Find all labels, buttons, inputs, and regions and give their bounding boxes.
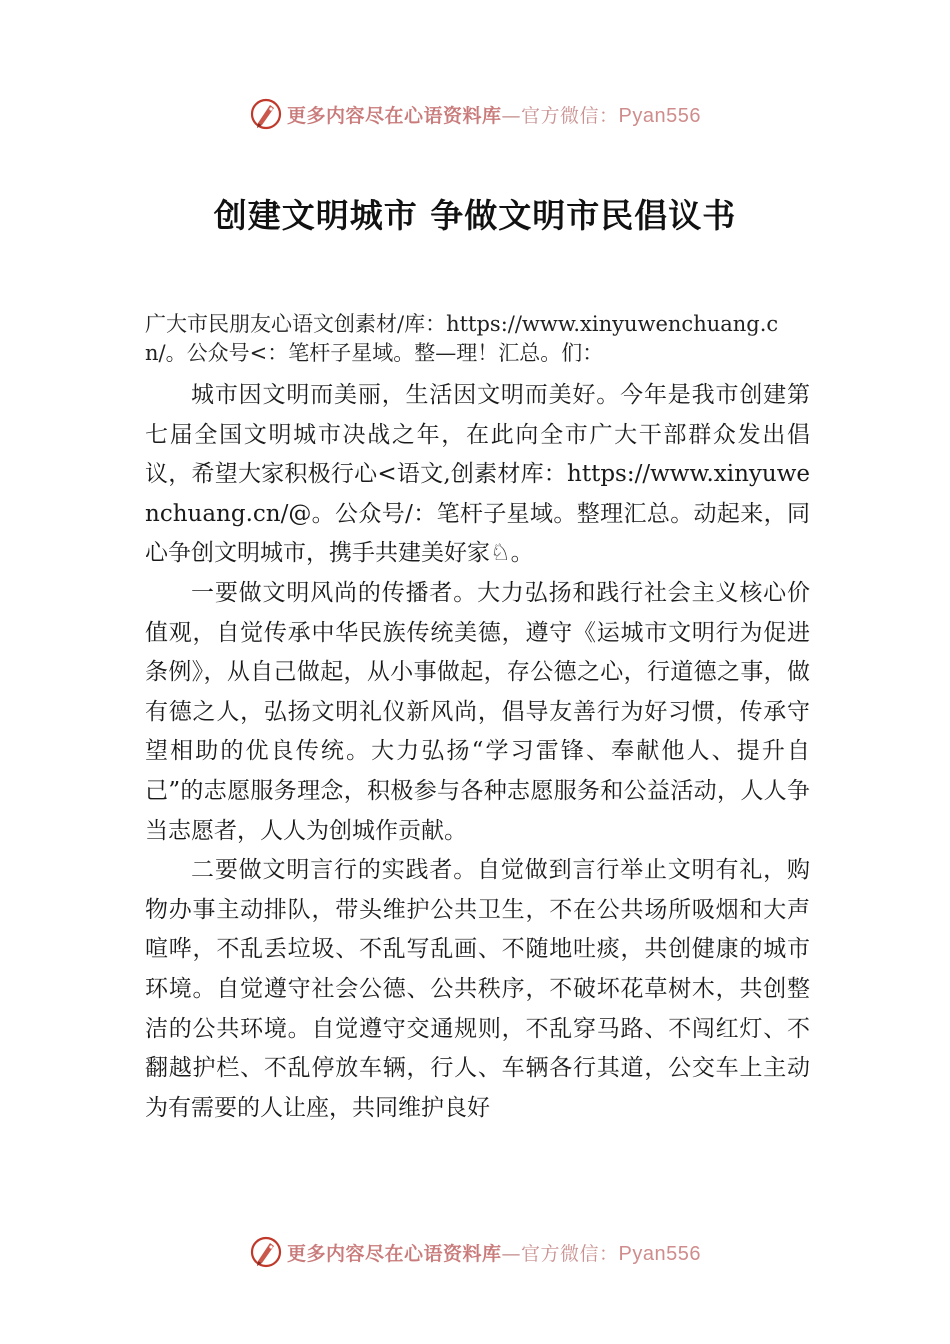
paragraph: 城市因文明而美丽，生活因文明而美好。今年是我市创建第七届全国文明城市决战之年，在此向全市广大干部群众发出倡议，希望大家积极行心<语文,创素材库：https://www.xinyuwenchuang.cn/@。公众号/：笔杆子星域。整理汇总。动起来，同心争创文明城市，携手共建美好家♘。 bbox=[145, 382, 810, 567]
paragraph: 二要做文明言行的实践者。自觉做到言行举止文明有礼，购物办事主动排队，带头维护公共卫生，不在公共场所吸烟和大声喧哗，不乱丢垃圾、不乱写乱画、不随地吐痰，共创健康的城市环境。自觉遵守社会公德、公共秩序，不破坏花草树木，共创整洁的公共环境。自觉遵守交通规则，不乱穿马路、不闯红灯、不翻越护栏、不乱停放车辆，行人、车辆各行其道，公交车上主动为有需要的人让座，共同维护良好 bbox=[145, 857, 810, 1121]
header-watermark bbox=[0, 92, 950, 136]
watermark-text: 更多内容尽在心语资料库—官方微信：Pyan556 bbox=[287, 104, 701, 127]
salutation: 广大市民朋友心语文创素材/库：https://www.xinyuwenchuang.cn/。公众号<：笔杆子星域。整—理！汇总。们： bbox=[145, 312, 779, 365]
pen-nib-logo-icon bbox=[249, 1235, 283, 1269]
footer-watermark bbox=[0, 1230, 950, 1274]
document-body bbox=[145, 310, 810, 1128]
pen-nib-logo-icon bbox=[249, 97, 283, 131]
document-title: 创建文明城市 争做文明市民倡议书 bbox=[213, 196, 737, 235]
paragraph: 一要做文明风尚的传播者。大力弘扬和践行社会主义核心价值观，自觉传承中华民族传统美德，遵守《运城市文明行为促进条例》，从自己做起，从小事做起，存公德之心，行道德之事，做有德之人，弘扬文明礼仪新风尚，倡导友善行为好习惯，传承守望相助的优良传统。大力弘扬“学习雷锋、奉献他人、提升自己”的志愿服务理念，积极参与各种志愿服务和公益活动，人人争当志愿者，人人为创城作贡献。 bbox=[145, 579, 810, 844]
watermark-text: 更多内容尽在心语资料库—官方微信：Pyan556 bbox=[287, 1242, 701, 1265]
